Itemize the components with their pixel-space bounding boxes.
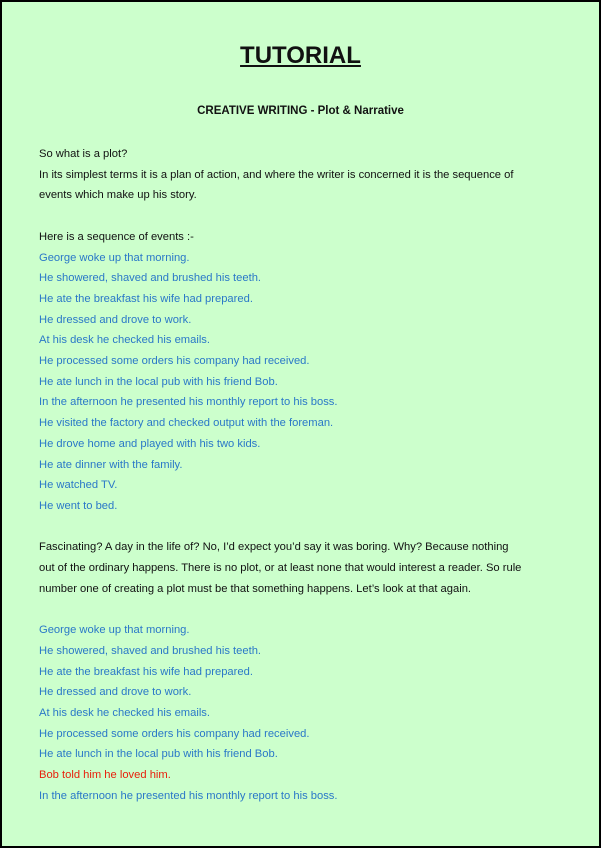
page-subtitle: CREATIVE WRITING - Plot & Narrative	[197, 105, 404, 117]
sequence-event: At his desk he checked his emails.	[39, 334, 211, 347]
spacer	[39, 599, 561, 620]
sequence-event: He visited the factory and checked output with the foreman.	[39, 417, 334, 430]
sequence-event: In the afternoon he presented his monthly report to his boss.	[39, 396, 338, 409]
revised-event: He ate the breakfast his wife had prepared.	[39, 665, 253, 678]
spacer	[39, 206, 561, 227]
revised-event: He processed some orders his company had received.	[39, 727, 310, 740]
sequence-event: He ate the breakfast his wife had prepared.	[39, 292, 253, 305]
tutorial-content	[39, 144, 561, 806]
revised-event: George woke up that morning.	[39, 624, 190, 637]
highlighted-event: Bob told him he loved him.	[39, 769, 171, 782]
spacer	[39, 517, 561, 538]
sequence-heading: Here is a sequence of events :-	[39, 230, 194, 243]
sequence-event: He showered, shaved and brushed his teeth.	[39, 272, 262, 285]
sequence-event: He ate lunch in the local pub with his friend Bob.	[39, 375, 278, 388]
commentary-line-3: number one of creating a plot must be that something happens. Let’s look at that again.	[39, 582, 472, 595]
revised-event: He dressed and drove to work.	[39, 686, 192, 699]
sequence-event: He watched TV.	[39, 479, 118, 492]
sequence-event: He went to bed.	[39, 499, 118, 512]
intro-answer-line-1: In its simplest terms it is a plan of action, and where the writer is concerned it is the sequence of	[39, 168, 514, 181]
sequence-event: He drove home and played with his two kids.	[39, 437, 261, 450]
commentary-line-1: Fascinating? A day in the life of? No, I’d expect you’d say it was boring. Why? Because nothing	[39, 541, 509, 554]
sequence-event: He processed some orders his company had received.	[39, 355, 310, 368]
sequence-event: He ate dinner with the family.	[39, 458, 183, 471]
commentary-line-2: out of the ordinary happens. There is no plot, or at least none that would interest a reader. So rule	[39, 562, 522, 575]
sequence-event: George woke up that morning.	[39, 251, 190, 264]
final-event: In the afternoon he presented his monthly report to his boss.	[39, 789, 338, 802]
revised-event: He ate lunch in the local pub with his friend Bob.	[39, 748, 278, 761]
revised-event: He showered, shaved and brushed his teeth.	[39, 644, 262, 657]
sequence-event: He dressed and drove to work.	[39, 313, 192, 326]
intro-answer-line-2: events which make up his story.	[39, 189, 197, 202]
page-title: TUTORIAL	[240, 42, 361, 69]
revised-event: At his desk he checked his emails.	[39, 706, 211, 719]
intro-question: So what is a plot?	[39, 148, 128, 160]
